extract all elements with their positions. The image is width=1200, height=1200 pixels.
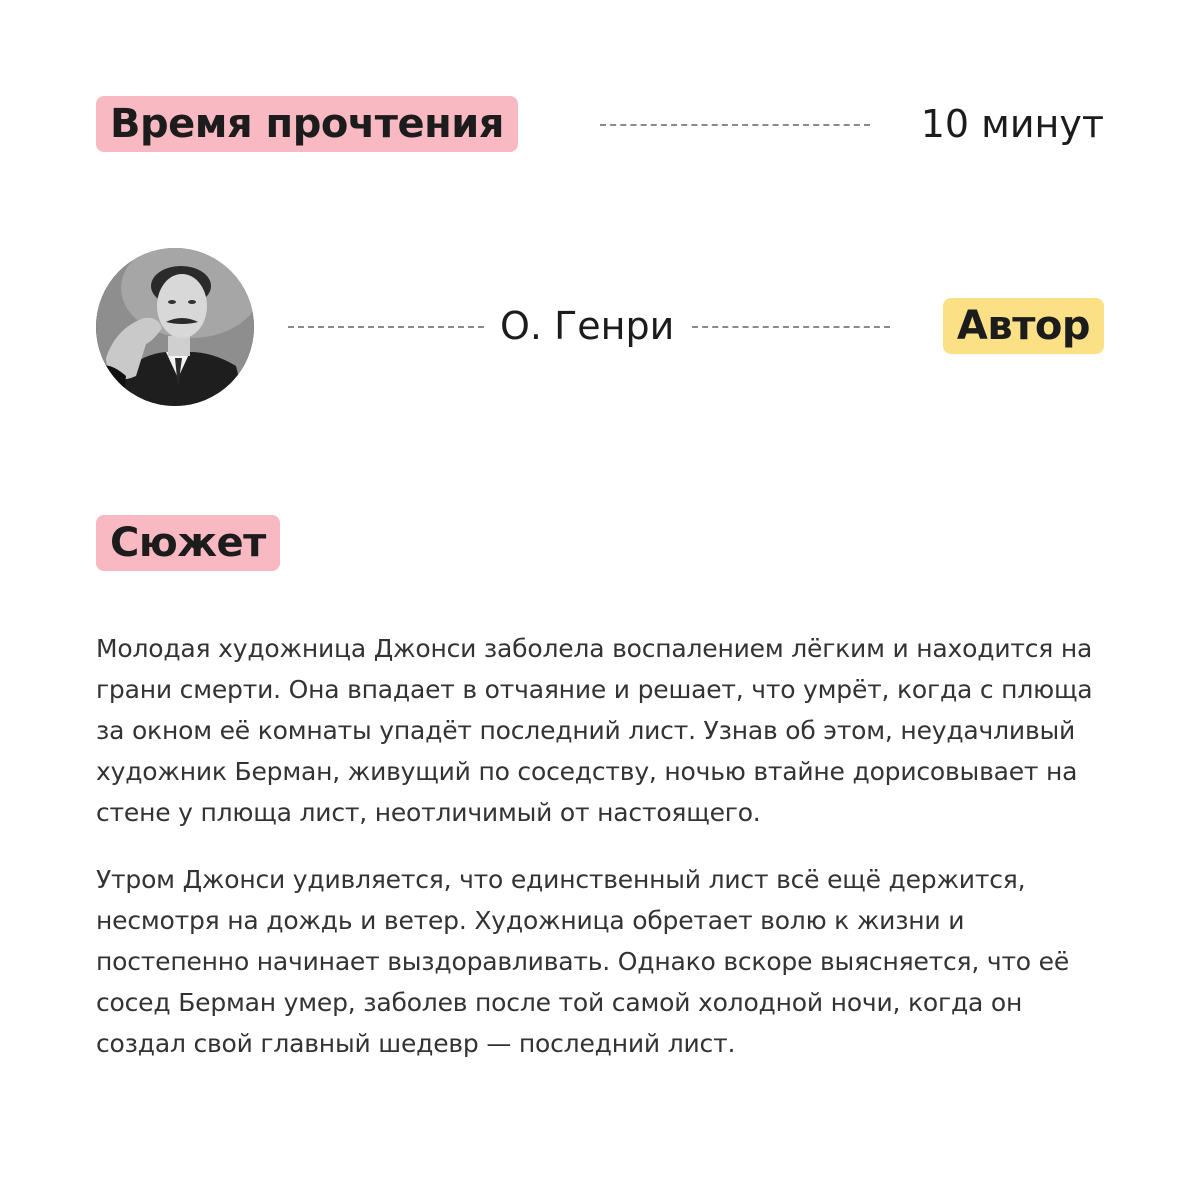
dashed-separator-right [692, 326, 890, 328]
author-row [96, 248, 1104, 406]
plot-paragraph: Утром Джонси удивляется, что единственный лист всё ещё держится, несмотря на дождь и ветер. Художница обретает волю к жизни и постепенно начинает выздоравливать. Однако вскоре выясняется, что её сосед Берман умер, заболев после той самой холодной ночи, когда он создал свой главный шедевр — последний лист. [96, 865, 1070, 1058]
dashed-separator-left [288, 326, 484, 328]
reading-time-label: Время прочтения [96, 96, 518, 152]
plot-heading: Сюжет [96, 515, 280, 571]
plot-text [96, 628, 1108, 1090]
author-portrait [96, 248, 254, 406]
reading-time-value: 10 минут [920, 102, 1104, 146]
reading-time-row [96, 96, 1104, 152]
plot-paragraph: Молодая художница Джонси заболела воспалением лёгким и находится на грани смерти. Она впадает в отчаяние и решает, что умрёт, когда с плюща за окном её комнаты упадёт последний лист. Узнав об этом, неудачливый художник Берман, живущий по соседству, ночью втайне дорисовывает на стене у плюща лист, неотличимый от настоящего. [96, 634, 1093, 827]
author-portrait-image [96, 248, 254, 406]
dashed-separator [600, 124, 870, 126]
author-name: О. Генри [500, 304, 675, 348]
author-label: Автор [943, 298, 1104, 354]
